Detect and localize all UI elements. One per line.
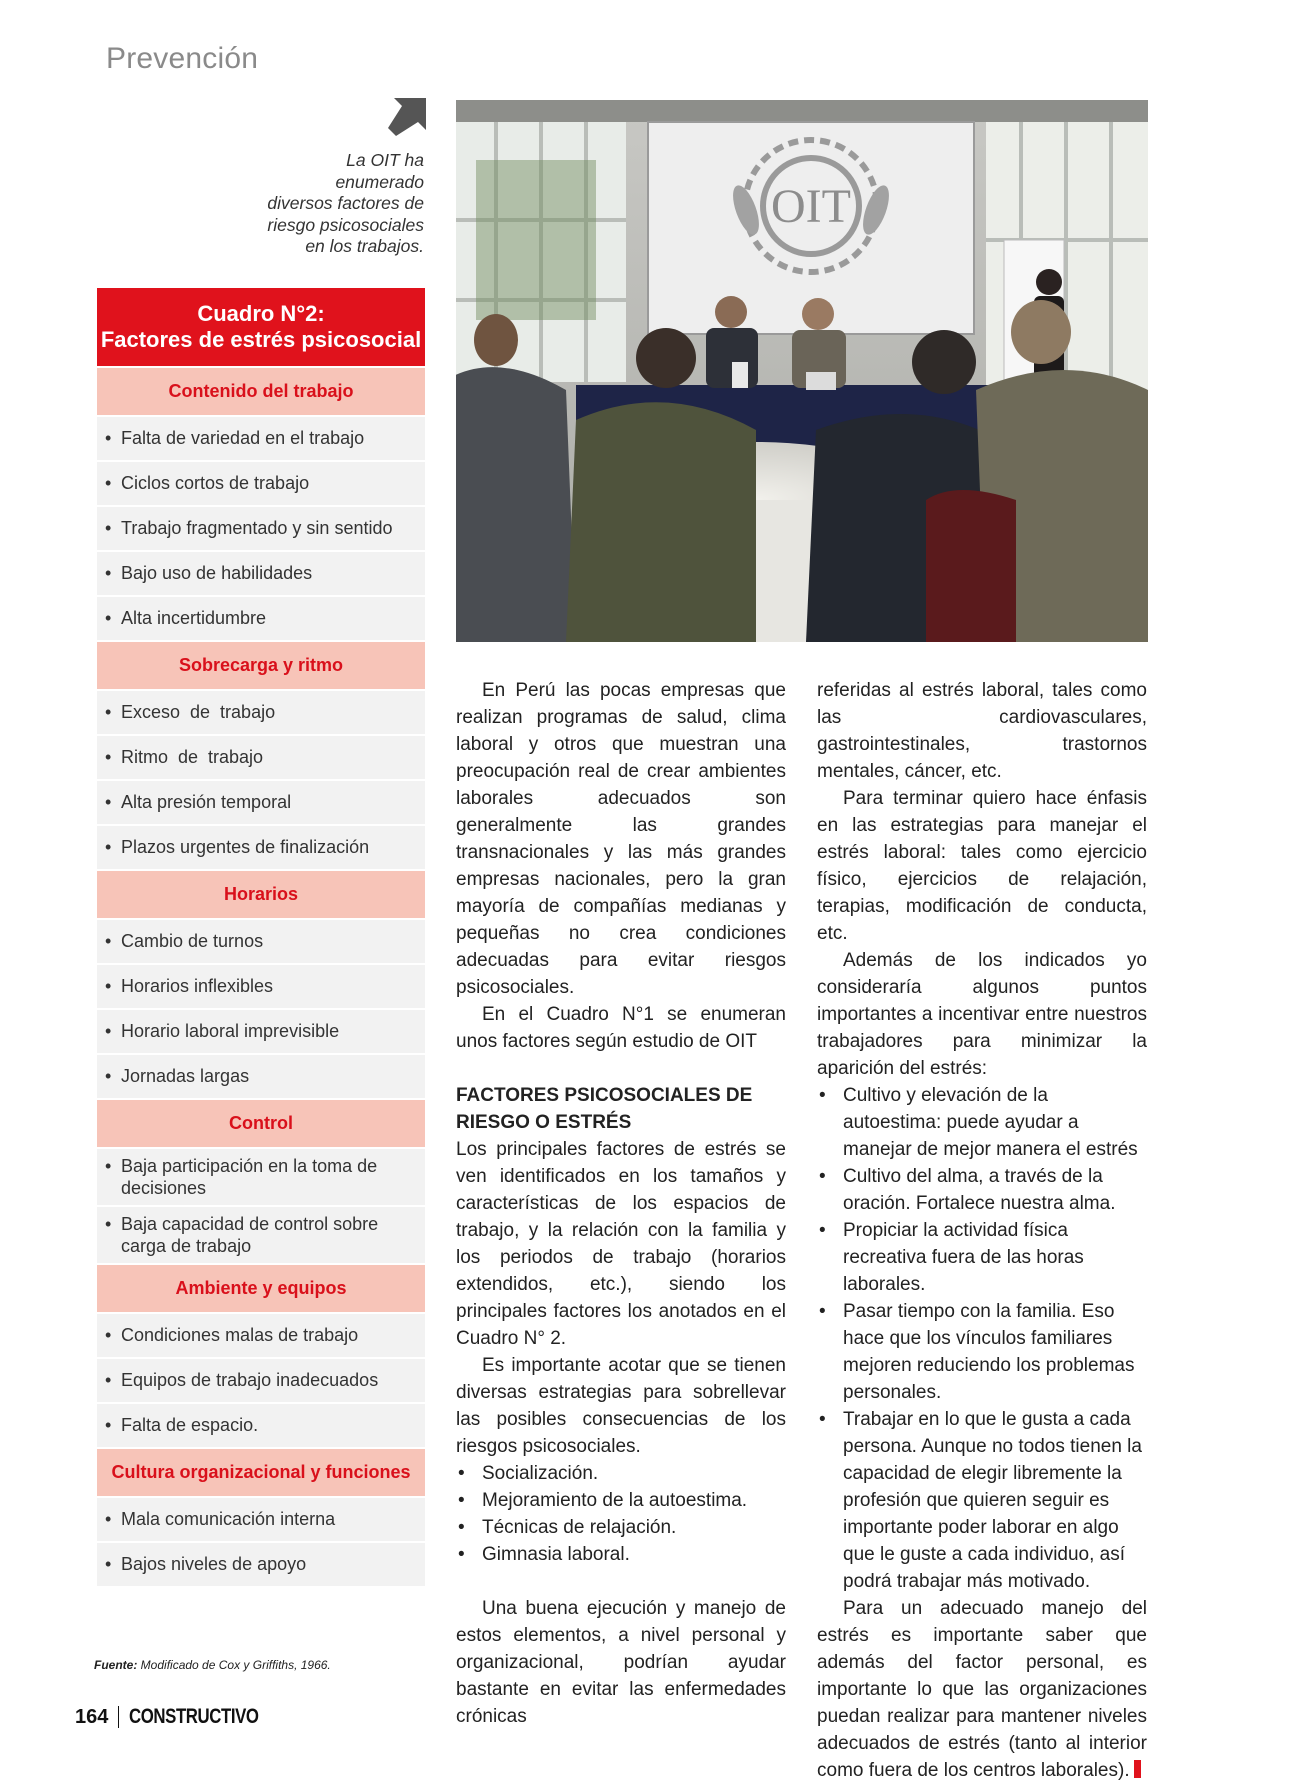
table-source — [94, 1658, 331, 1672]
category-header: Ambiente y equipos — [97, 1263, 425, 1312]
list-item: • Trabajar en lo que le gusta a cada persona. Aunque no todos tienen la capacidad de elegir libremente la profesión que quieren seguir es importante poder laborar en algo que le guste a cada individuo, así podrá trabajar más motivado. — [817, 1406, 1147, 1595]
table-row: • Equipos de trabajo inadecuados — [97, 1357, 425, 1402]
paragraph: En el Cuadro N°1 se enumeran unos factores según estudio de OIT — [456, 1004, 786, 1052]
table-row: • Horarios inflexibles — [97, 963, 425, 1008]
paragraph: Los principales factores de estrés se ven identificados en los tamaños y características de los espacios de trabajo, y la relación con la familia y los periodos de trabajo (horarios extendidos, etc.), siendo los principales factores los anotados en el Cuadro N° 2. — [456, 1139, 786, 1349]
photo-caption — [220, 150, 424, 258]
arrow-up-right-icon — [388, 98, 426, 136]
section-label: Prevención — [106, 42, 259, 75]
list-item: • Cultivo del alma, a través de la oración. Fortalece nuestra alma. — [817, 1163, 1147, 1217]
article-column-2 — [817, 677, 1147, 1784]
caption-line: riesgo psicosociales — [267, 214, 424, 235]
table-row: • Horario laboral imprevisible — [97, 1008, 425, 1053]
caption-line: en los trabajos. — [305, 236, 424, 256]
list-item: • Propiciar la actividad física recreativa fuera de las horas laborales. — [817, 1217, 1147, 1298]
table-row: • Bajos niveles de apoyo — [97, 1541, 425, 1586]
caption-line: La OIT ha — [346, 150, 424, 170]
table-row: • Bajo uso de habilidades — [97, 550, 425, 595]
paragraph: Una buena ejecución y manejo de estos elementos, a nivel personal y organizacional, podrían ayudar bastante en evitar las enfermedades crónicas — [456, 1598, 786, 1727]
paragraph: Además de los indicados yo consideraría algunos puntos importantes a incentivar entre nuestros trabajadores para minimizar la aparición del estrés: — [817, 950, 1147, 1079]
list-item: • Técnicas de relajación. — [456, 1514, 786, 1541]
page-number: 164 — [75, 1705, 109, 1728]
category-header: Cultura organizacional y funciones — [97, 1447, 425, 1496]
table-row: • Baja participación en la toma de decisiones — [97, 1147, 425, 1205]
category-header: Contenido del trabajo — [97, 366, 425, 415]
paragraph: referidas al estrés laboral, tales como las cardiovasculares, gastrointestinales, trastornos mentales, cáncer, etc. — [817, 680, 1147, 782]
recommendation-list — [817, 1082, 1147, 1595]
table-row: • Exceso de trabajo — [97, 689, 425, 734]
screen-logo-text: OIT — [771, 180, 851, 233]
magazine-logo: CONSTRUCTIVO — [129, 1705, 259, 1728]
table-row: • Ritmo de trabajo — [97, 734, 425, 779]
table-row: • Trabajo fragmentado y sin sentido — [97, 505, 425, 550]
closing-text: Para un adecuado manejo del estrés es importante saber que además del factor personal, es importante lo que las organizaciones puedan realizar para mantener niveles adecuados de estrés (tanto al interior como fuera de los centros laborales). — [817, 1598, 1147, 1781]
category-header: Horarios — [97, 869, 425, 918]
table-title-line: Cuadro N°2: — [197, 301, 325, 326]
table-row: • Falta de variedad en el trabajo — [97, 415, 425, 460]
table-row: • Alta presión temporal — [97, 779, 425, 824]
conference-photo — [456, 100, 1148, 642]
table-row: • Jornadas largas — [97, 1053, 425, 1098]
divider — [118, 1706, 119, 1728]
paragraph: Es importante acotar que se tienen diversas estrategias para sobrellevar las posibles consecuencias de los riesgos psicosociales. — [456, 1355, 786, 1457]
list-item: • Cultivo y elevación de la autoestima: puede ayudar a manejar de mejor manera el estrés — [817, 1082, 1147, 1163]
category-header: Sobrecarga y ritmo — [97, 640, 425, 689]
source-label: Fuente: — [94, 1658, 138, 1672]
paragraph: Para terminar quiero hace énfasis en las estrategias para manejar el estrés laboral: tales como ejercicio físico, ejercicios de relajación, terapias, modificación de conducta, etc. — [817, 788, 1147, 944]
section-heading: FACTORES PSICOSOCIALES DE RIESGO O ESTRÉS — [456, 1085, 753, 1133]
category-header: Control — [97, 1098, 425, 1147]
table-row: • Baja capacidad de control sobre carga de trabajo — [97, 1205, 425, 1263]
table-row: • Alta incertidumbre — [97, 595, 425, 640]
paragraph: En Perú las pocas empresas que realizan programas de salud, clima laboral y otros que muestran una preocupación real de crear ambientes laborales adecuados son generalmente las grandes transnacionales y las más grandes empresas nacionales, pero la gran mayoría de compañías medianas y pequeñas no crea condiciones adecuadas para evitar riesgos psicosociales. — [456, 680, 786, 998]
table-row: • Ciclos cortos de trabajo — [97, 460, 425, 505]
list-item: • Socialización. — [456, 1460, 786, 1487]
table-title — [97, 288, 425, 366]
table-row: • Condiciones malas de trabajo — [97, 1312, 425, 1357]
paragraph — [817, 1595, 1147, 1784]
list-item: • Gimnasia laboral. — [456, 1541, 786, 1568]
table-title-line: Factores de estrés psicosocial — [100, 327, 422, 352]
caption-line: enumerado — [335, 171, 424, 192]
source-text: Modificado de Cox y Griffiths, 1966. — [137, 1658, 331, 1672]
strategy-list — [456, 1460, 786, 1568]
factors-table — [97, 288, 425, 1586]
list-item: • Pasar tiempo con la familia. Eso hace que los vínculos familiares mejoren reduciendo los problemas personales. — [817, 1298, 1147, 1406]
page-footer — [75, 1705, 291, 1729]
table-row: • Cambio de turnos — [97, 918, 425, 963]
list-item: • Mejoramiento de la autoestima. — [456, 1487, 786, 1514]
table-row: • Mala comunicación interna — [97, 1496, 425, 1541]
table-row: • Falta de espacio. — [97, 1402, 425, 1447]
table-row: • Plazos urgentes de finalización — [97, 824, 425, 869]
article-column-1 — [456, 677, 786, 1730]
caption-line: diversos factores de — [267, 193, 424, 213]
